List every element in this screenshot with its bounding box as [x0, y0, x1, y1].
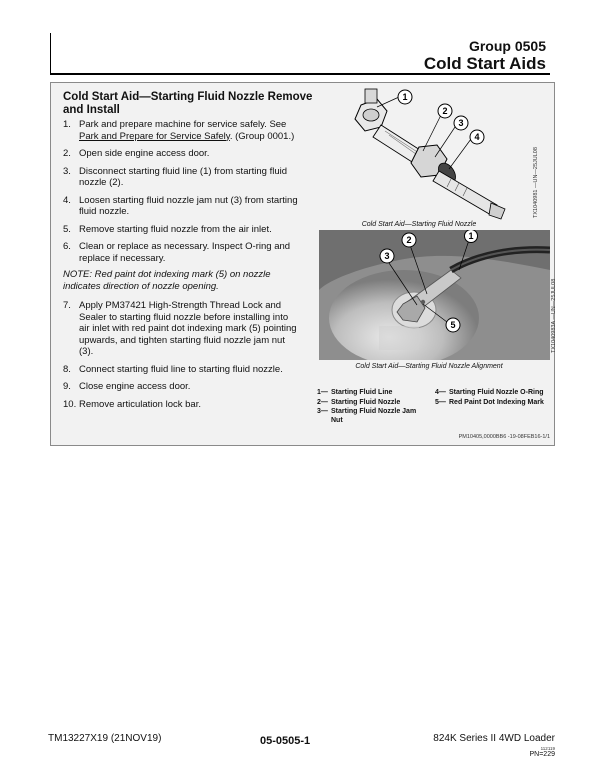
figure-1-caption: Cold Start Aid—Starting Fluid Nozzle [361, 221, 477, 228]
section-title: Cold Start Aid—Starting Fluid Nozzle Remove and Install [63, 91, 313, 116]
callout-1 [398, 90, 412, 104]
step-number: 9. [63, 381, 71, 392]
legend-item [435, 399, 545, 408]
step-2 [63, 148, 301, 160]
legend-item [317, 389, 427, 398]
step-3 [63, 166, 301, 189]
step-1 [63, 119, 301, 142]
steps-list [63, 119, 301, 416]
step-number: 5. [63, 223, 71, 235]
step-text: Disconnect starting fluid line (1) from starting fluid nozzle (2). [79, 165, 288, 188]
callout-3 [380, 249, 394, 263]
legend-text: Starting Fluid Nozzle O-Ring [449, 389, 544, 396]
legend-number: 2— [317, 398, 328, 406]
step-text: Apply PM37421 High-Strength Thread Lock and Sealer to starting fluid nozzle before installing into air inlet with red paint dot indexing mark (5) pointing upwards, and tighten starting fluid nozzle jam nut (3). [79, 300, 297, 357]
step-text: Clean or replace as necessary. Inspect O-ring and replace if necessary. [79, 241, 291, 264]
legend-item [317, 408, 427, 425]
procedure-panel [50, 82, 555, 446]
document-id: PM10405,0000BB6 -19-08FEB16-1/1 [458, 434, 550, 440]
pn-number: PN=229 [529, 751, 555, 758]
svg-text:1: 1 [402, 92, 408, 102]
step-6 [63, 241, 301, 264]
group-number: Group 0505 [468, 38, 546, 54]
step-9 [63, 381, 301, 393]
step-text: Remove articulation lock bar. [79, 398, 201, 410]
page-number: 05-0505-1 [260, 735, 311, 747]
legend-text: Starting Fluid Nozzle [331, 398, 401, 406]
legend-text: Red Paint Dot Indexing Mark [449, 398, 544, 406]
step-text: Close engine access door. [79, 381, 191, 392]
step-number: 10. [63, 398, 77, 410]
legend-number: 1— [317, 389, 328, 396]
legend-item [317, 399, 427, 408]
fluid-line-fitting [355, 89, 387, 131]
svg-text:4: 4 [474, 132, 480, 142]
svg-text:5: 5 [450, 320, 456, 330]
legend-column-right [435, 389, 545, 408]
legend-item [435, 389, 545, 398]
svg-text:2: 2 [442, 106, 448, 116]
step-number: 6. [63, 241, 71, 252]
callout-3 [454, 116, 468, 130]
step-7 [63, 300, 301, 358]
note-text: Red paint dot indexing mark (5) on nozzle indicates direction of nozzle opening. [63, 269, 271, 292]
photo-illustration [319, 230, 550, 360]
note [63, 269, 301, 292]
footer-date-code: 112119 [540, 746, 555, 751]
legend-column-left [317, 389, 427, 426]
step-8 [63, 364, 301, 376]
callout-2 [402, 233, 416, 247]
step-text [79, 119, 301, 142]
step-number: 4. [63, 194, 71, 206]
step-number: 3. [63, 165, 71, 177]
callout-5 [446, 318, 460, 332]
figure-1-code: TX1040981 —UN—25JUL08 [533, 147, 539, 218]
svg-text:1: 1 [468, 231, 474, 241]
svg-text:3: 3 [384, 251, 390, 261]
header-rule [50, 73, 550, 75]
legend-number: 3— [317, 408, 328, 415]
step-10 [63, 399, 301, 411]
step-text-pre: Park and prepare machine for service safely. See [79, 119, 287, 130]
figure-2-caption: Cold Start Aid—Starting Fluid Nozzle Alignment [355, 363, 503, 370]
callout-1 [465, 230, 478, 243]
step-text: Connect starting fluid line to starting fluid nozzle. [79, 363, 283, 375]
legend-number: 5— [435, 398, 446, 406]
step-text: Loosen starting fluid nozzle jam nut (3) from starting fluid nozzle. [79, 194, 298, 217]
callout-4 [470, 130, 484, 144]
step-number: 8. [63, 363, 71, 375]
manual-number: TM13227X19 (21NOV19) [48, 733, 162, 744]
nozzle-body [373, 125, 505, 219]
step-number: 2. [63, 148, 71, 159]
svg-text:3: 3 [458, 118, 464, 128]
legend-number: 4— [435, 389, 446, 396]
callout-2 [438, 104, 452, 118]
step-5 [63, 224, 301, 236]
nozzle-diagram [319, 87, 529, 227]
step-number: 7. [63, 300, 71, 311]
step-text: Remove starting fluid nozzle from the air inlet. [79, 223, 272, 235]
legend-text: Starting Fluid Line [331, 389, 393, 396]
step-4 [63, 195, 301, 218]
note-label: NOTE: [63, 269, 93, 280]
svg-text:2: 2 [406, 235, 412, 245]
step-number: 1. [63, 119, 71, 130]
nozzle-alignment-photo [319, 230, 550, 360]
header-rule-vertical [50, 33, 51, 73]
legend-text: Starting Fluid Nozzle Jam Nut [331, 408, 417, 424]
page-title: Cold Start Aids [423, 54, 546, 73]
figure-2-code: TX1040983A —UN—25JUL08 [551, 278, 557, 353]
park-and-prepare-link[interactable]: Park and Prepare for Service Safely [79, 130, 230, 142]
machine-model: 824K Series II 4WD Loader [433, 733, 555, 744]
step-text-post: . (Group 0001.) [229, 130, 295, 142]
step-text: Open side engine access door. [79, 148, 210, 159]
